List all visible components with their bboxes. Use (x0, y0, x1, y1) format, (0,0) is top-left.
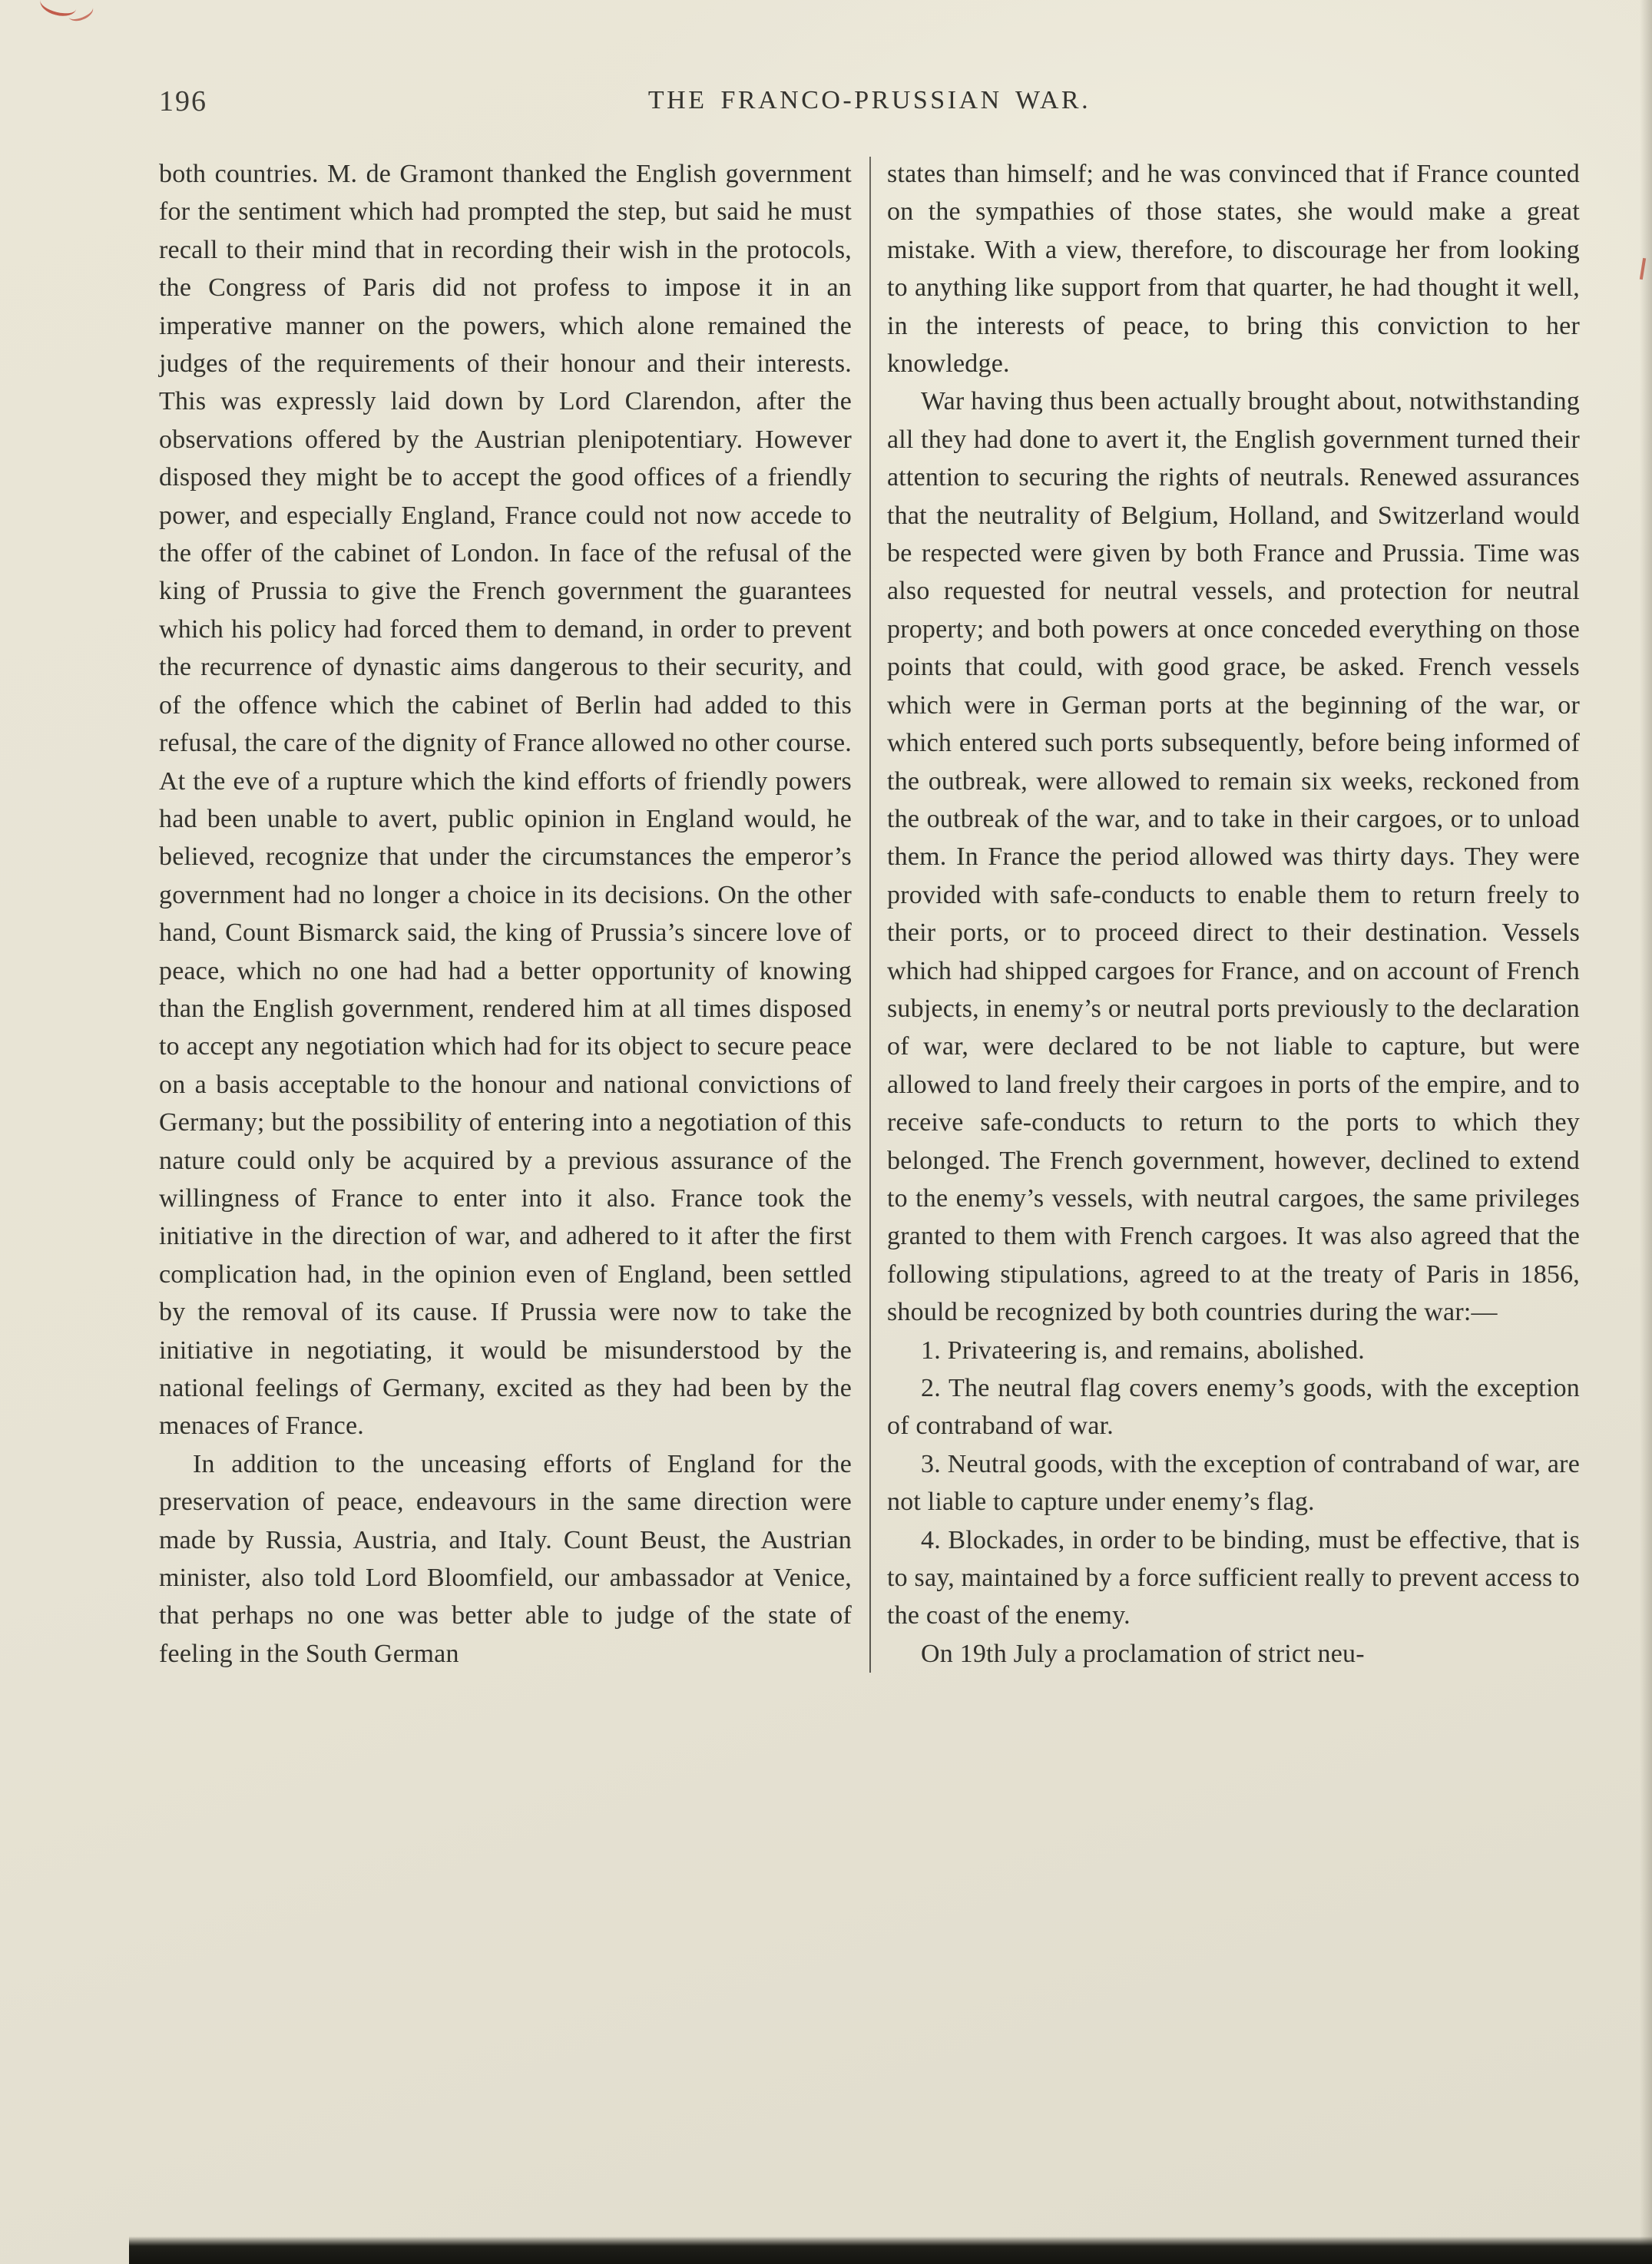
list-item-paragraph: 4. Blockades, in order to be binding, must be effective, that is to say, maintained by a force sufficient really to prevent access to the coast of the enemy. (887, 1525, 1580, 1630)
page-edge-shadow (1640, 0, 1652, 2264)
paragraph: both countries. M. de Gramont thanked the English government for the sentiment which had prompted the step, but said he must recall to their mind that in recording their wish in the protocols, the Congress of Paris did not profess to impose it in an imperative manner on the powers, which alone remained the judges of the requirements of their honour and their interests. This was expressly laid down by Lord Clarendon, after the observations offered by the Austrian plenipotentiary. However disposed they might be to accept the good offices of a friendly power, and especially England, France could not now accede to the offer of the cabinet of London. In face of the refusal of the king of Prussia to give the French government the guarantees which his policy had forced them to demand, in order to prevent the recurrence of dynastic aims dangerous to their security, and of the offence which the cabinet of Berlin had added to this refusal, the care of the dignity of France allowed no other course. At the eve of a rupture which the kind efforts of friendly powers had been unable to avert, public opinion in England would, he believed, recognize that under the circumstances the emperor’s government had no longer a choice in its decisions. On the other hand, Count Bismarck said, the king of Prussia’s sincere love of peace, which no one had had a better opportunity of knowing than the English government, rendered him at all times disposed to accept any negotiation which had for its object to secure peace on a basis acceptable to the honour and national convictions of Germany; but the possibility of entering into a negotiation of this nature could only be acquired by a previous assurance of the willingness of France to enter into it also. France took the initiative in the direction of war, and adhered to it after the first complication had, in the opinion even of England, been settled by the removal of its cause. If Prussia were now to take the initiative in negotiating, it would be misunderstood by the national feelings of Germany, excited as they had been by the menaces of France. (159, 160, 852, 1441)
page-number: 196 (159, 85, 207, 118)
column-divider (869, 157, 871, 1673)
list-item-paragraph: 1. Privateering is, and remains, abolished. (921, 1336, 1365, 1365)
paragraph: War having thus been actually brought about, notwithstanding all they had done to avert it, the English government turned their attention to securing the rights of neutrals. Renewed assurances that the neutrality of Belgium, Holland, and Switzerland would be respected were given by both France and Prussia. Time was also requested for neutral vessels, and protection for neutral property; and both powers at once conceded everything on those points that could, with good grace, be asked. French vessels which were in German ports at the beginning of the war, or which entered such ports subsequently, before being informed of the outbreak, were allowed to remain six weeks, reckoned from the outbreak of the war, and to take in their cargoes, or to unload them. In France the period allowed was thirty days. They were provided with safe-conducts to enable them to return freely to their ports, or to proceed direct to their destination. Vessels which had shipped cargoes for France, and on account of French subjects, in enemy’s or neutral ports previously to the declaration of war, were declared to be not liable to capture, but were allowed to land freely their cargoes in ports of the empire, and to receive safe-conducts to return to the ports to which they belonged. The French government, however, declined to extend to the enemy’s vessels, with neutral cargoes, the same privileges granted to them with French cargoes. It was also agreed that the following stipulations, agreed to at the treaty of Paris in 1856, should be recognized by both countries during the war:— (887, 387, 1580, 1327)
left-column (159, 155, 852, 1673)
list-item-paragraph: 2. The neutral flag covers enemy’s goods, with the exception of contraband of war. (887, 1374, 1580, 1441)
page-header-row (159, 83, 1580, 124)
list-item-paragraph: 3. Neutral goods, with the exception of contraband of war, are not liable to capture under enemy’s flag. (887, 1449, 1580, 1517)
paragraph: states than himself; and he was convinced that if France counted on the sympathies of those states, she would make a great mistake. With a view, therefore, to discourage her from looking to anything like support from that quarter, he had thought it well, in the interests of peace, to bring this conviction to her knowledge. (887, 160, 1580, 379)
paragraph: On 19th July a proclamation of strict neu- (921, 1639, 1365, 1668)
paragraph: In addition to the unceasing efforts of England for the preservation of peace, endeavours in the same direction were made by Russia, Austria, and Italy. Count Beust, the Austrian minister, also told Lord Bloomfield, our ambassador at Venice, that perhaps no one was better able to judge of the state of feeling in the South German (159, 1449, 852, 1668)
page-title: THE FRANCO-PRUSSIAN WAR. (647, 86, 1091, 114)
text-columns (159, 155, 1580, 1673)
right-column (887, 155, 1580, 1673)
scan-bottom-edge (129, 2236, 1652, 2264)
